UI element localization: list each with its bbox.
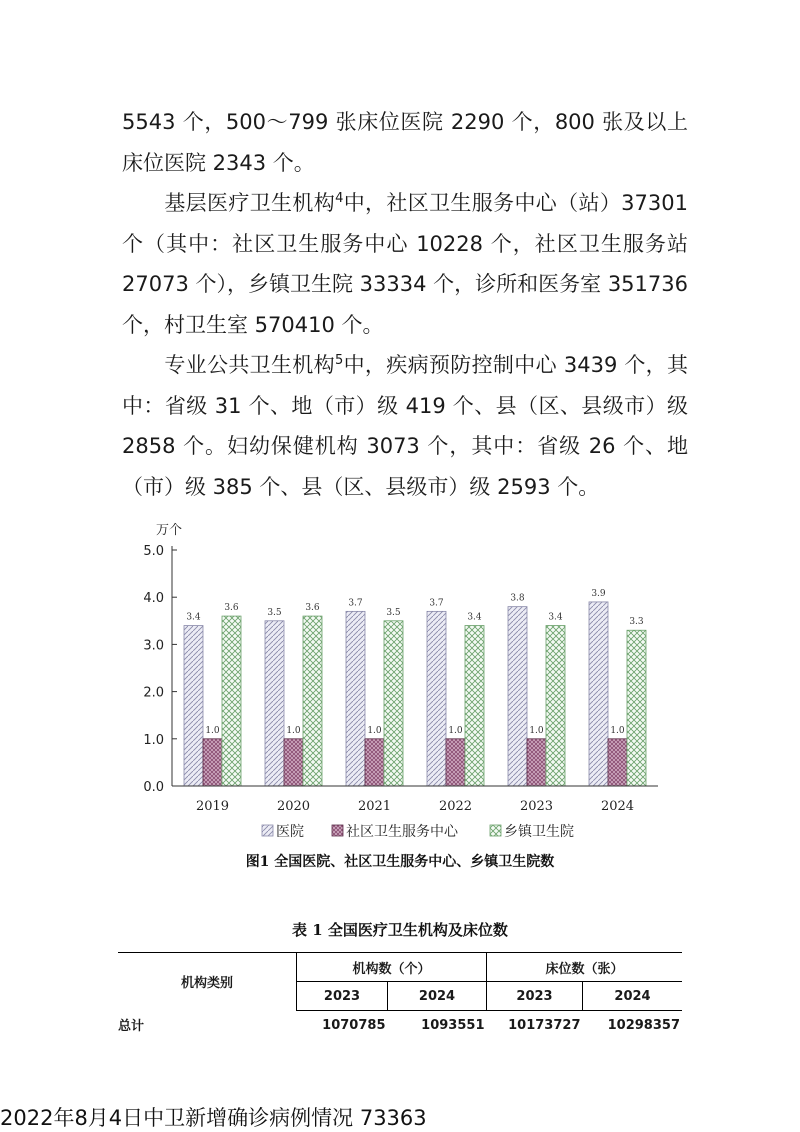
legend-swatch	[332, 825, 343, 836]
y-tick-label: 3.0	[143, 638, 164, 654]
y-tick-label: 5.0	[143, 544, 164, 559]
bar-data-label: 3.4	[467, 612, 482, 623]
x-tick-label: 2021	[357, 799, 392, 814]
column-header-category: 机构类别	[118, 953, 297, 1011]
bar-hospital	[427, 611, 446, 786]
x-tick-label: 2019	[195, 799, 230, 814]
column-header-year: 2024	[583, 982, 683, 1011]
bar-township-hospital	[222, 616, 241, 786]
bar-hospital	[265, 621, 284, 786]
x-tick-label: 2023	[519, 799, 554, 814]
bar-hospital	[346, 611, 365, 786]
table-row	[118, 1011, 682, 1040]
legend-swatch	[262, 825, 273, 836]
x-tick-label: 2020	[276, 799, 311, 814]
paragraph-public-health	[122, 345, 688, 507]
bar-data-label: 3.4	[548, 612, 563, 623]
primary-care-text: 中，社区卫生服务中心（站）37301 个（其中：社区卫生服务中心 10228 个，社区卫生服务站 27073 个），乡镇卫生院 33334 个，诊所和医务室 351736 个，村卫生室 570410 个。	[122, 191, 688, 337]
chart-legend	[262, 823, 574, 840]
column-group-beds: 床位数（张）	[487, 953, 683, 982]
y-tick-label: 0.0	[143, 780, 164, 795]
public-health-text: 中，疾病预防控制中心 3439 个，其中：省级 31 个、地（市）级 419 个、县（区、县级市）级 2858 个。妇幼保健机构 3073 个，其中：省级 26 个、地（市）级 385 个、县（区、县级市）级 2593 个。	[122, 353, 689, 499]
bar-data-label: 3.8	[510, 593, 525, 604]
bar-data-label: 3.7	[348, 598, 363, 609]
bar-data-label: 1.0	[529, 725, 544, 736]
bar-hospital	[508, 607, 527, 786]
bar-data-label: 3.4	[186, 612, 201, 623]
legend-label: 乡镇卫生院	[504, 824, 574, 840]
cell-value: 1070785	[322, 1017, 386, 1033]
public-health-heading: 专业公共卫生机构	[164, 353, 335, 377]
y-tick-label: 4.0	[143, 591, 164, 607]
bar-community-center	[203, 739, 222, 786]
x-tick-label: 2022	[438, 799, 473, 814]
bar-hospital	[589, 602, 608, 786]
bar-community-center	[608, 739, 627, 786]
bar-township-hospital	[384, 621, 403, 786]
column-header-year: 2024	[388, 982, 487, 1011]
bar-data-label: 1.0	[448, 725, 463, 736]
y-tick-label: 1.0	[143, 732, 164, 748]
legend-label: 社区卫生服务中心	[346, 824, 458, 840]
x-tick-label: 2024	[600, 799, 635, 814]
figure-caption: 图1 全国医院、社区卫生服务中心、乡镇卫生院数	[245, 854, 555, 870]
bar-township-hospital	[546, 626, 565, 786]
y-tick-label: 2.0	[143, 685, 164, 701]
table-title: 表 1 全国医疗卫生机构及床位数	[292, 921, 508, 939]
bar-data-label: 1.0	[286, 725, 301, 736]
y-axis-unit: 万个	[156, 523, 183, 538]
bar-data-label: 3.7	[429, 598, 444, 609]
bar-data-label: 3.6	[305, 603, 320, 614]
bar-data-label: 3.6	[224, 603, 239, 614]
footnote-ref-4[interactable]: 4	[335, 191, 344, 206]
bar-data-label: 1.0	[367, 725, 382, 736]
column-header-year: 2023	[297, 982, 388, 1011]
footnote-ref-5[interactable]: 5	[334, 353, 344, 368]
bar-township-hospital	[627, 630, 646, 786]
column-group-institutions: 机构数（个）	[297, 953, 487, 982]
bar-township-hospital	[303, 616, 322, 786]
bar-community-center	[527, 739, 546, 786]
legend-swatch	[490, 825, 501, 836]
bar-data-label: 1.0	[205, 725, 220, 736]
primary-care-heading: 基层医疗卫生机构	[164, 191, 336, 215]
bar-community-center	[365, 739, 384, 786]
cell-value: 1093551	[421, 1017, 485, 1033]
bar-data-label: 3.5	[386, 607, 401, 618]
footer-link[interactable]: 2022年8月4日中卫新增确诊病例情况 73363	[0, 1106, 427, 1130]
bar-data-label: 1.0	[610, 725, 625, 736]
bar-data-label: 3.3	[629, 617, 644, 628]
legend-label: 医院	[276, 824, 304, 840]
bar-community-center	[446, 739, 465, 786]
bar-township-hospital	[465, 626, 484, 786]
cell-value: 10298357	[607, 1017, 680, 1033]
paragraph-primary-care	[122, 183, 688, 345]
bar-data-label: 3.9	[591, 588, 606, 599]
column-header-year: 2023	[487, 982, 583, 1011]
row-label-total: 总计	[118, 1019, 145, 1035]
bar-data-label: 3.5	[267, 607, 282, 618]
bar-community-center	[284, 739, 303, 786]
bar-hospital	[184, 626, 203, 786]
institutions-beds-table	[118, 952, 682, 1039]
paragraph-hospital-beds: 5543 个，500～799 张床位医院 2290 个，800 张及以上床位医院 2343 个。	[122, 110, 688, 175]
cell-value: 10173727	[508, 1017, 581, 1033]
bar-chart	[118, 516, 678, 850]
